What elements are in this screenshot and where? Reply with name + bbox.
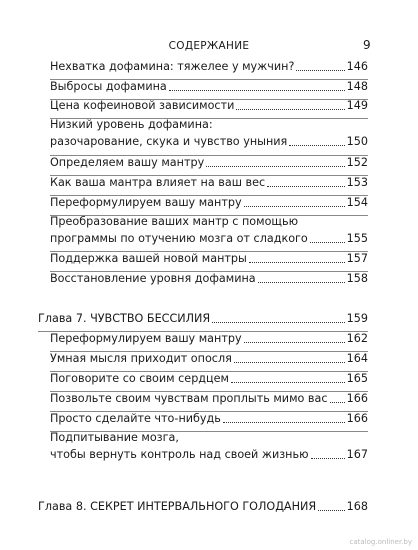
dot-leader (244, 206, 345, 207)
dot-leader (244, 342, 345, 343)
dot-leader (289, 145, 344, 146)
dot-leader (310, 242, 345, 243)
toc-entry: Как ваша мантра влияет на ваш вес 153 (50, 176, 368, 189)
toc-entry: Просто сделайте что-нибудь 166 (50, 412, 368, 425)
toc-entry: Восстановление уровня дофамина 158 (50, 272, 368, 285)
toc-entry: Преобразование ваших мантр с помощью программы по отучению мозга от сладкого 155 (50, 215, 368, 245)
dot-leader (231, 382, 345, 383)
toc-entry: Поговорите со своим сердцем 165 (50, 372, 368, 385)
toc-chapter: Глава 7. ЧУВСТВО БЕССИЛИЯ 159 (38, 312, 368, 325)
dot-leader (234, 362, 345, 363)
toc-entry: Низкий уровень дофамина: разочарование, скука и чувство уныния 150 (50, 118, 368, 148)
dot-leader (249, 262, 345, 263)
toc-entry: Умная мысля приходит опосля 164 (50, 352, 368, 365)
dot-leader (258, 282, 345, 283)
dot-leader (169, 90, 345, 91)
toc-entry: Подпитывание мозга, чтобы вернуть контроль над своей жизнью 167 (50, 431, 368, 461)
dot-leader (318, 510, 345, 511)
dot-leader (206, 166, 344, 167)
toc-entry: Поддержка вашей новой мантры 157 (50, 252, 368, 265)
dot-leader (236, 109, 344, 110)
toc-entry: Переформулируем вашу мантру 154 (50, 196, 368, 209)
dot-leader (267, 186, 344, 187)
toc-entry: Цена кофеиновой зависимости 149 (50, 99, 368, 112)
toc-chapter: Глава 8. СЕКРЕТ ИНТЕРВАЛЬНОГО ГОЛОДАНИЯ 168 (38, 500, 368, 513)
toc-entry: Нехватка дофамина: тяжелее у мужчин? 146 (50, 60, 368, 73)
dot-leader (330, 402, 345, 403)
toc-entry: Выбросы дофамина 148 (50, 80, 368, 93)
dot-leader (223, 422, 345, 423)
toc-entry: Определяем вашу мантру 152 (50, 156, 368, 169)
page-title: СОДЕРЖАНИЕ (168, 40, 250, 52)
dot-leader (212, 322, 344, 323)
page-number: 9 (363, 38, 371, 52)
toc-entry: Позвольте своим чувствам проплыть мимо вас 166 (50, 392, 368, 405)
dot-leader (311, 458, 345, 459)
toc-entry: Переформулируем вашу мантру 162 (50, 332, 368, 345)
watermark: catalog.onliner.by (349, 538, 412, 546)
dot-leader (296, 70, 344, 71)
